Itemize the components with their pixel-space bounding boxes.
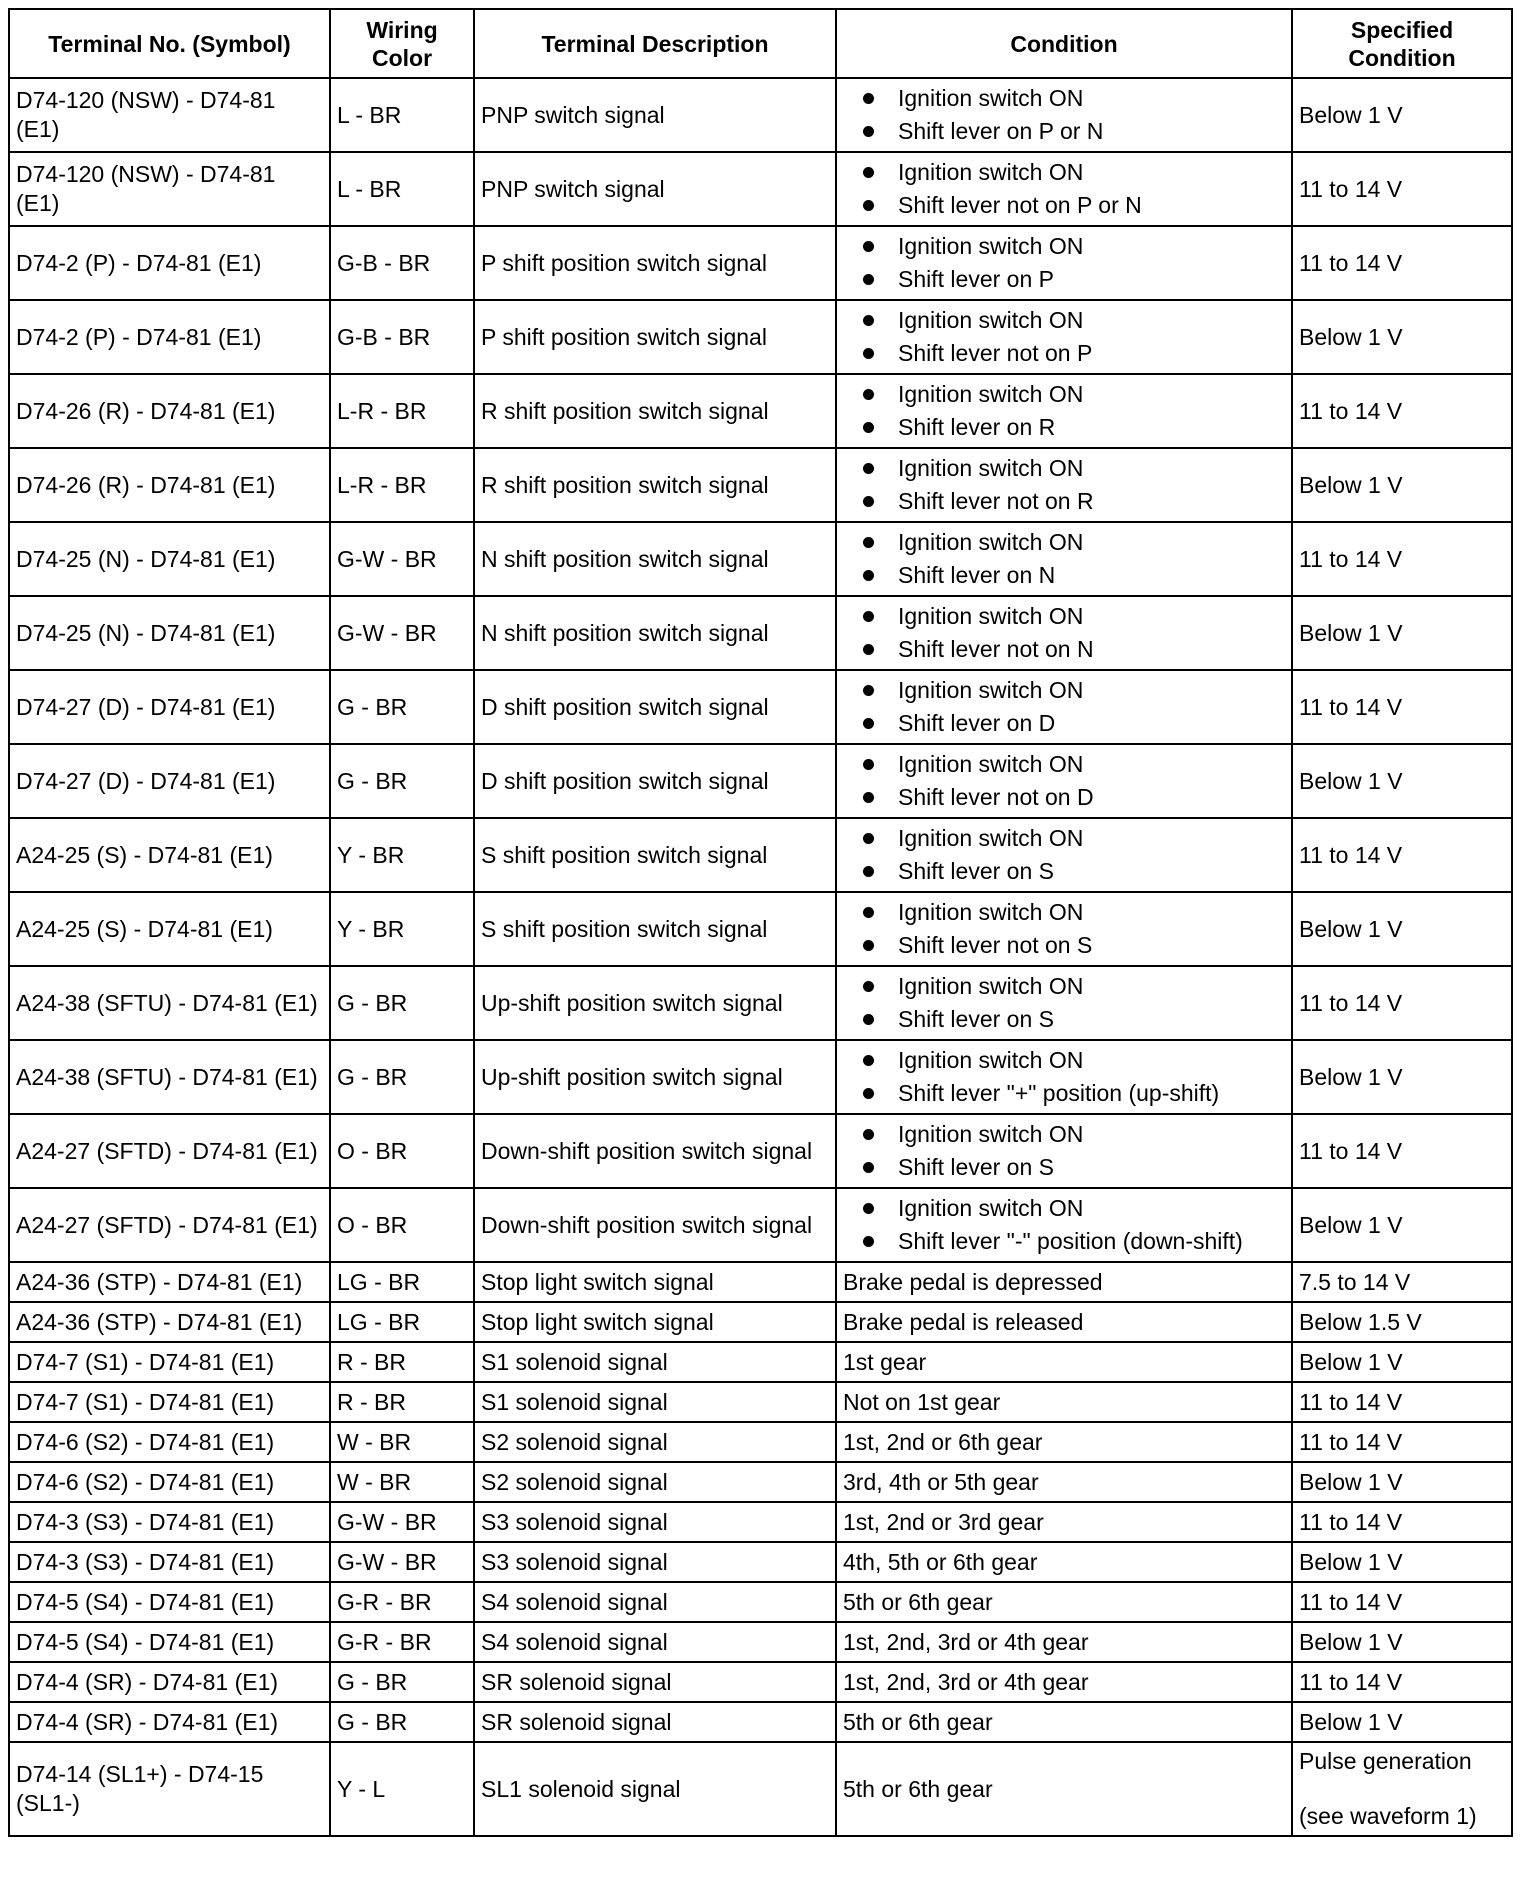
condition-item: Shift lever on R (863, 411, 1285, 444)
condition-cell: 5th or 6th gear (836, 1582, 1292, 1622)
condition-cell (836, 1040, 1292, 1114)
specified-line: Pulse generation (1299, 1748, 1472, 1774)
condition-list (843, 970, 1285, 1036)
description-cell: N shift position switch signal (474, 596, 836, 670)
terminal-cell: D74-7 (S1) - D74-81 (E1) (9, 1382, 330, 1422)
header-row (9, 9, 1512, 78)
condition-cell: 4th, 5th or 6th gear (836, 1542, 1292, 1582)
table-row (9, 1662, 1512, 1702)
condition-list (843, 896, 1285, 962)
wiring-color-cell: Y - BR (330, 818, 474, 892)
wiring-color-cell: G-B - BR (330, 300, 474, 374)
description-cell: S1 solenoid signal (474, 1382, 836, 1422)
condition-list (843, 1118, 1285, 1184)
condition-cell: Not on 1st gear (836, 1382, 1292, 1422)
specified-condition-cell: 7.5 to 14 V (1292, 1262, 1512, 1302)
specified-condition-cell: Below 1 V (1292, 78, 1512, 152)
wiring-color-cell: G - BR (330, 1662, 474, 1702)
terminal-cell: D74-120 (NSW) - D74-81 (E1) (9, 78, 330, 152)
specified-condition-cell: Below 1 V (1292, 300, 1512, 374)
table-row (9, 448, 1512, 522)
specified-condition-cell: 11 to 14 V (1292, 1662, 1512, 1702)
condition-item: Ignition switch ON (863, 1192, 1285, 1225)
condition-item: Shift lever not on R (863, 485, 1285, 518)
table-row (9, 1422, 1512, 1462)
condition-item: Shift lever not on D (863, 781, 1285, 814)
condition-item: Ignition switch ON (863, 452, 1285, 485)
specified-condition-cell: Below 1 V (1292, 1622, 1512, 1662)
specified-condition-cell: Below 1 V (1292, 1188, 1512, 1262)
terminal-cell: A24-36 (STP) - D74-81 (E1) (9, 1262, 330, 1302)
condition-list (843, 452, 1285, 518)
condition-cell (836, 374, 1292, 448)
condition-cell (836, 226, 1292, 300)
table-row (9, 1622, 1512, 1662)
condition-list (843, 526, 1285, 592)
condition-item: Shift lever not on N (863, 633, 1285, 666)
specified-condition-cell: 11 to 14 V (1292, 966, 1512, 1040)
terminal-cell: A24-25 (S) - D74-81 (E1) (9, 818, 330, 892)
description-cell: N shift position switch signal (474, 522, 836, 596)
terminal-cell: D74-26 (R) - D74-81 (E1) (9, 374, 330, 448)
description-cell: S3 solenoid signal (474, 1502, 836, 1542)
condition-list (843, 304, 1285, 370)
description-cell: Up-shift position switch signal (474, 1040, 836, 1114)
wiring-color-cell: G-W - BR (330, 596, 474, 670)
description-cell: S shift position switch signal (474, 892, 836, 966)
terminal-cell: A24-38 (SFTU) - D74-81 (E1) (9, 966, 330, 1040)
table-row (9, 670, 1512, 744)
specified-condition-cell: 11 to 14 V (1292, 1502, 1512, 1542)
description-cell: PNP switch signal (474, 152, 836, 226)
terminal-cell: D74-25 (N) - D74-81 (E1) (9, 522, 330, 596)
specified-condition-cell: Below 1.5 V (1292, 1302, 1512, 1342)
description-cell: R shift position switch signal (474, 448, 836, 522)
header-specified-condition: Specified Condition (1292, 9, 1512, 78)
specified-condition-cell: 11 to 14 V (1292, 226, 1512, 300)
specified-condition-cell: Below 1 V (1292, 744, 1512, 818)
condition-item: Shift lever not on S (863, 929, 1285, 962)
header-condition: Condition (836, 9, 1292, 78)
condition-cell (836, 1114, 1292, 1188)
condition-item: Ignition switch ON (863, 674, 1285, 707)
specified-condition-cell: Below 1 V (1292, 1342, 1512, 1382)
wiring-color-cell: L-R - BR (330, 374, 474, 448)
header-terminal: Terminal No. (Symbol) (9, 9, 330, 78)
wiring-color-cell: G-R - BR (330, 1622, 474, 1662)
specified-condition-cell: 11 to 14 V (1292, 670, 1512, 744)
table-row (9, 522, 1512, 596)
condition-item: Ignition switch ON (863, 600, 1285, 633)
terminal-cell: D74-3 (S3) - D74-81 (E1) (9, 1542, 330, 1582)
terminal-table-sheet (8, 8, 1511, 1837)
condition-item: Ignition switch ON (863, 378, 1285, 411)
specified-condition-cell: Below 1 V (1292, 1462, 1512, 1502)
condition-item: Shift lever not on P (863, 337, 1285, 370)
description-cell: Down-shift position switch signal (474, 1114, 836, 1188)
condition-list (843, 748, 1285, 814)
condition-cell: 1st, 2nd, 3rd or 4th gear (836, 1662, 1292, 1702)
line-gap (1299, 1776, 1505, 1802)
wiring-color-cell: G-B - BR (330, 226, 474, 300)
condition-list (843, 674, 1285, 740)
specified-condition-cell (1292, 1742, 1512, 1836)
wiring-color-cell: L - BR (330, 152, 474, 226)
specified-condition-cell: Below 1 V (1292, 1542, 1512, 1582)
condition-cell (836, 744, 1292, 818)
specified-condition-cell: 11 to 14 V (1292, 1582, 1512, 1622)
condition-item: Ignition switch ON (863, 526, 1285, 559)
condition-cell (836, 892, 1292, 966)
terminal-cell: D74-27 (D) - D74-81 (E1) (9, 670, 330, 744)
terminal-inspection-table (8, 8, 1513, 1837)
table-row (9, 1702, 1512, 1742)
wiring-color-cell: G-W - BR (330, 522, 474, 596)
description-cell: S4 solenoid signal (474, 1582, 836, 1622)
description-cell: S3 solenoid signal (474, 1542, 836, 1582)
terminal-cell: A24-38 (SFTU) - D74-81 (E1) (9, 1040, 330, 1114)
description-cell: SR solenoid signal (474, 1702, 836, 1742)
terminal-cell: D74-7 (S1) - D74-81 (E1) (9, 1342, 330, 1382)
description-cell: Stop light switch signal (474, 1302, 836, 1342)
table-row (9, 1188, 1512, 1262)
condition-item: Shift lever "-" position (down-shift) (863, 1225, 1285, 1258)
wiring-color-cell: G - BR (330, 670, 474, 744)
condition-cell: 5th or 6th gear (836, 1702, 1292, 1742)
description-cell: Stop light switch signal (474, 1262, 836, 1302)
condition-list (843, 230, 1285, 296)
condition-item: Ignition switch ON (863, 1044, 1285, 1077)
table-row (9, 374, 1512, 448)
condition-cell (836, 78, 1292, 152)
description-cell: SR solenoid signal (474, 1662, 836, 1702)
condition-item: Ignition switch ON (863, 82, 1285, 115)
wiring-color-cell: G - BR (330, 1040, 474, 1114)
condition-item: Shift lever on S (863, 855, 1285, 888)
wiring-color-cell: G - BR (330, 1702, 474, 1742)
table-row (9, 226, 1512, 300)
header-terminal-description: Terminal Description (474, 9, 836, 78)
terminal-cell: D74-4 (SR) - D74-81 (E1) (9, 1662, 330, 1702)
terminal-cell: D74-6 (S2) - D74-81 (E1) (9, 1462, 330, 1502)
specified-condition-cell: 11 to 14 V (1292, 1114, 1512, 1188)
description-cell: SL1 solenoid signal (474, 1742, 836, 1836)
condition-cell (836, 966, 1292, 1040)
table-row (9, 1342, 1512, 1382)
specified-line: (see waveform 1) (1299, 1803, 1477, 1829)
condition-item: Shift lever on P or N (863, 115, 1285, 148)
description-cell: S2 solenoid signal (474, 1422, 836, 1462)
condition-cell: 3rd, 4th or 5th gear (836, 1462, 1292, 1502)
wiring-color-cell: R - BR (330, 1382, 474, 1422)
specified-condition-cell: Below 1 V (1292, 892, 1512, 966)
condition-item: Shift lever "+" position (up-shift) (863, 1077, 1285, 1110)
condition-item: Ignition switch ON (863, 896, 1285, 929)
wiring-color-cell: LG - BR (330, 1302, 474, 1342)
description-cell: S2 solenoid signal (474, 1462, 836, 1502)
terminal-cell: A24-27 (SFTD) - D74-81 (E1) (9, 1114, 330, 1188)
condition-list (843, 378, 1285, 444)
table-row (9, 152, 1512, 226)
terminal-cell: D74-6 (S2) - D74-81 (E1) (9, 1422, 330, 1462)
table-row (9, 818, 1512, 892)
specified-condition-cell: Below 1 V (1292, 1702, 1512, 1742)
wiring-color-cell: O - BR (330, 1114, 474, 1188)
terminal-cell: A24-36 (STP) - D74-81 (E1) (9, 1302, 330, 1342)
specified-condition-cell: 11 to 14 V (1292, 152, 1512, 226)
wiring-color-cell: Y - BR (330, 892, 474, 966)
wiring-color-cell: O - BR (330, 1188, 474, 1262)
table-body (9, 78, 1512, 1836)
description-cell: S1 solenoid signal (474, 1342, 836, 1382)
specified-condition-cell: 11 to 14 V (1292, 1382, 1512, 1422)
condition-item: Ignition switch ON (863, 156, 1285, 189)
description-cell: PNP switch signal (474, 78, 836, 152)
wiring-color-cell: W - BR (330, 1462, 474, 1502)
terminal-cell: D74-5 (S4) - D74-81 (E1) (9, 1622, 330, 1662)
table-row (9, 1262, 1512, 1302)
condition-cell: Brake pedal is released (836, 1302, 1292, 1342)
description-cell: D shift position switch signal (474, 670, 836, 744)
table-row (9, 300, 1512, 374)
description-cell: P shift position switch signal (474, 226, 836, 300)
specified-condition-cell: 11 to 14 V (1292, 818, 1512, 892)
condition-list (843, 1044, 1285, 1110)
terminal-cell: D74-3 (S3) - D74-81 (E1) (9, 1502, 330, 1542)
terminal-cell: D74-4 (SR) - D74-81 (E1) (9, 1702, 330, 1742)
condition-item: Shift lever on P (863, 263, 1285, 296)
table-row (9, 1742, 1512, 1836)
condition-item: Shift lever on D (863, 707, 1285, 740)
specified-condition-cell: Below 1 V (1292, 596, 1512, 670)
condition-item: Shift lever on S (863, 1151, 1285, 1184)
description-cell: P shift position switch signal (474, 300, 836, 374)
condition-cell (836, 522, 1292, 596)
condition-item: Ignition switch ON (863, 970, 1285, 1003)
condition-list (843, 82, 1285, 148)
terminal-cell: D74-26 (R) - D74-81 (E1) (9, 448, 330, 522)
wiring-color-cell: G-R - BR (330, 1582, 474, 1622)
table-row (9, 1302, 1512, 1342)
condition-list (843, 1192, 1285, 1258)
terminal-cell: A24-25 (S) - D74-81 (E1) (9, 892, 330, 966)
terminal-cell: D74-2 (P) - D74-81 (E1) (9, 300, 330, 374)
specified-condition-cell: Below 1 V (1292, 448, 1512, 522)
specified-condition-cell: 11 to 14 V (1292, 1422, 1512, 1462)
condition-item: Shift lever not on P or N (863, 189, 1285, 222)
table-row (9, 1040, 1512, 1114)
terminal-cell: A24-27 (SFTD) - D74-81 (E1) (9, 1188, 330, 1262)
terminal-cell: D74-2 (P) - D74-81 (E1) (9, 226, 330, 300)
wiring-color-cell: LG - BR (330, 1262, 474, 1302)
table-row (9, 596, 1512, 670)
condition-cell: 1st, 2nd or 3rd gear (836, 1502, 1292, 1542)
terminal-cell: D74-14 (SL1+) - D74-15 (SL1-) (9, 1742, 330, 1836)
specified-condition-cell: Below 1 V (1292, 1040, 1512, 1114)
condition-cell: 1st, 2nd, 3rd or 4th gear (836, 1622, 1292, 1662)
condition-cell: 1st gear (836, 1342, 1292, 1382)
table-row (9, 1382, 1512, 1422)
condition-item: Ignition switch ON (863, 822, 1285, 855)
terminal-cell: D74-25 (N) - D74-81 (E1) (9, 596, 330, 670)
table-row (9, 1114, 1512, 1188)
table-row (9, 892, 1512, 966)
table-row (9, 1502, 1512, 1542)
description-cell: Down-shift position switch signal (474, 1188, 836, 1262)
condition-cell (836, 152, 1292, 226)
condition-cell (836, 448, 1292, 522)
table-row (9, 1582, 1512, 1622)
header-wiring-color: Wiring Color (330, 9, 474, 78)
wiring-color-cell: R - BR (330, 1342, 474, 1382)
wiring-color-cell: L - BR (330, 78, 474, 152)
condition-cell: 1st, 2nd or 6th gear (836, 1422, 1292, 1462)
table-row (9, 744, 1512, 818)
condition-item: Ignition switch ON (863, 748, 1285, 781)
description-cell: S4 solenoid signal (474, 1622, 836, 1662)
wiring-color-cell: G-W - BR (330, 1542, 474, 1582)
specified-condition-cell: 11 to 14 V (1292, 374, 1512, 448)
table-row (9, 1542, 1512, 1582)
wiring-color-cell: G-W - BR (330, 1502, 474, 1542)
terminal-cell: D74-5 (S4) - D74-81 (E1) (9, 1582, 330, 1622)
condition-cell (836, 1188, 1292, 1262)
wiring-color-cell: L-R - BR (330, 448, 474, 522)
description-cell: S shift position switch signal (474, 818, 836, 892)
condition-list (843, 600, 1285, 666)
terminal-cell: D74-27 (D) - D74-81 (E1) (9, 744, 330, 818)
wiring-color-cell: G - BR (330, 744, 474, 818)
condition-list (843, 822, 1285, 888)
condition-cell: 5th or 6th gear (836, 1742, 1292, 1836)
condition-item: Shift lever on N (863, 559, 1285, 592)
condition-list (843, 156, 1285, 222)
wiring-color-cell: W - BR (330, 1422, 474, 1462)
description-cell: R shift position switch signal (474, 374, 836, 448)
description-cell: D shift position switch signal (474, 744, 836, 818)
terminal-cell: D74-120 (NSW) - D74-81 (E1) (9, 152, 330, 226)
condition-cell: Brake pedal is depressed (836, 1262, 1292, 1302)
condition-item: Ignition switch ON (863, 230, 1285, 263)
wiring-color-cell: Y - L (330, 1742, 474, 1836)
condition-cell (836, 300, 1292, 374)
table-row (9, 1462, 1512, 1502)
condition-cell (836, 596, 1292, 670)
description-cell: Up-shift position switch signal (474, 966, 836, 1040)
specified-condition-cell: 11 to 14 V (1292, 522, 1512, 596)
condition-cell (836, 670, 1292, 744)
condition-item: Ignition switch ON (863, 304, 1285, 337)
condition-item: Ignition switch ON (863, 1118, 1285, 1151)
table-row (9, 966, 1512, 1040)
condition-cell (836, 818, 1292, 892)
wiring-color-cell: G - BR (330, 966, 474, 1040)
table-row (9, 78, 1512, 152)
condition-item: Shift lever on S (863, 1003, 1285, 1036)
